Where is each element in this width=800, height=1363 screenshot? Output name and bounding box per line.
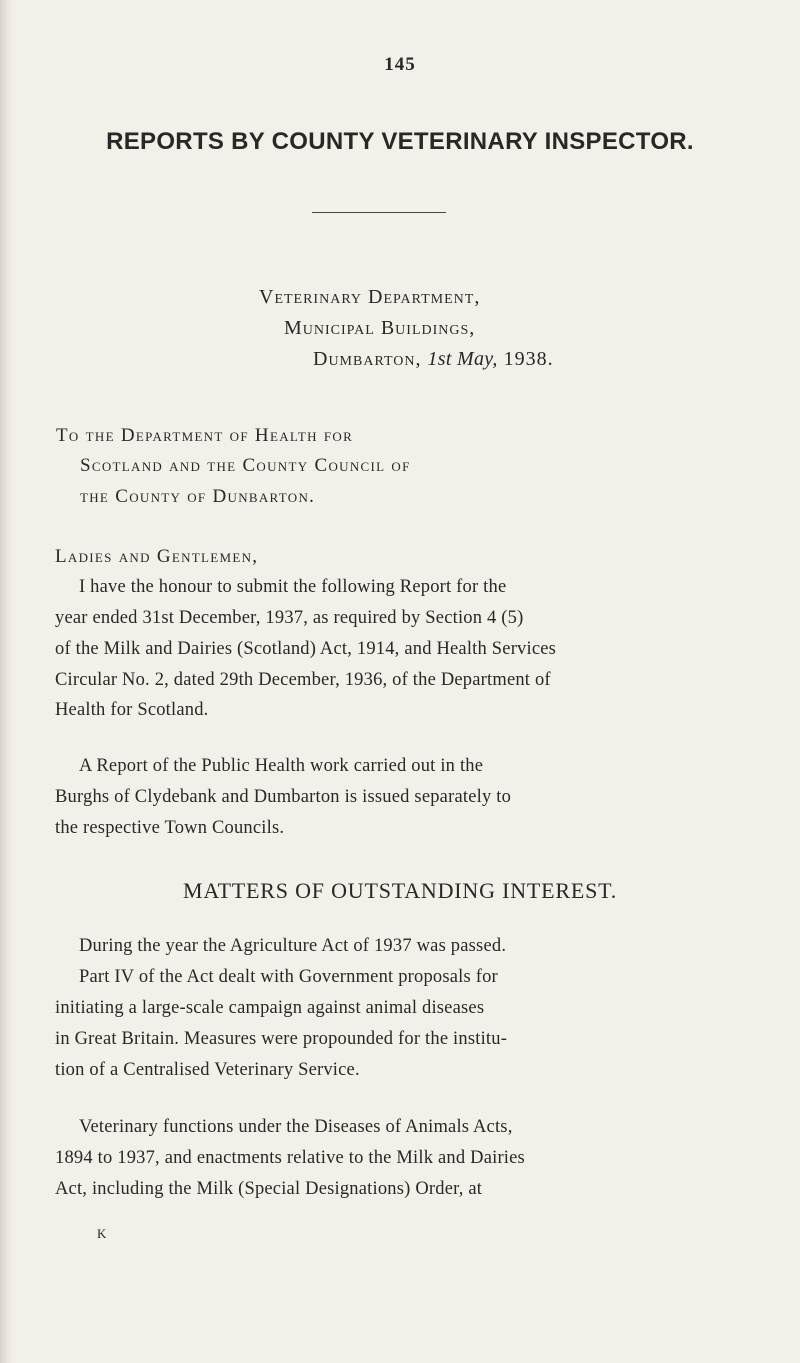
address-line-3 xyxy=(313,348,554,371)
functions-line-1: Veterinary functions under the Diseases of Animals Acts, xyxy=(79,1117,513,1137)
addressee-line-3: the County of Dunbarton. xyxy=(80,486,316,507)
agriculture-line-4: in Great Britain. Measures were propounded for the institu- xyxy=(55,1029,508,1049)
signature-mark: K xyxy=(97,1226,107,1241)
agriculture-line-2: Part IV of the Act dealt with Government proposals for xyxy=(79,967,498,987)
addressee-line-1: To the Department of Health for xyxy=(56,425,354,446)
page-binding-edge xyxy=(0,0,14,1363)
section-heading: MATTERS OF OUTSTANDING INTEREST. xyxy=(182,878,618,903)
separate-report-line-3: the respective Town Councils. xyxy=(55,818,285,838)
address-date: 1st May, xyxy=(427,348,498,370)
intro-line-4: Circular No. 2, dated 29th December, 1936, of the Department of xyxy=(55,670,551,690)
address-year: 1938. xyxy=(503,348,554,370)
separate-report-line-1: A Report of the Public Health work carried out in the xyxy=(79,756,484,776)
addressee-line-2: Scotland and the County Council of xyxy=(80,455,411,476)
page-number: 145 xyxy=(384,54,416,75)
agriculture-line-5: tion of a Centralised Veterinary Service. xyxy=(55,1060,360,1080)
agriculture-line-1: During the year the Agriculture Act of 1937 was passed. xyxy=(79,936,507,956)
address-line-1: Veterinary Department, xyxy=(259,286,481,308)
address-place: Dumbarton, xyxy=(313,348,422,370)
intro-line-3: of the Milk and Dairies (Scotland) Act, 1914, and Health Services xyxy=(55,639,557,659)
functions-line-2: 1894 to 1937, and enactments relative to the Milk and Dairies xyxy=(55,1148,525,1168)
intro-line-2: year ended 31st December, 1937, as required by Section 4 (5) xyxy=(55,608,524,628)
separate-report-line-2: Burghs of Clydebank and Dumbarton is issued separately to xyxy=(55,787,512,807)
title-divider xyxy=(312,212,446,213)
salutation: Ladies and Gentlemen, xyxy=(55,546,259,567)
report-title: REPORTS BY COUNTY VETERINARY INSPECTOR. xyxy=(106,128,694,155)
intro-line-5: Health for Scotland. xyxy=(55,700,209,720)
functions-line-3: Act, including the Milk (Special Designations) Order, at xyxy=(55,1179,483,1199)
address-line-2: Municipal Buildings, xyxy=(284,317,476,339)
intro-line-1: I have the honour to submit the following Report for the xyxy=(79,577,507,597)
agriculture-line-3: initiating a large-scale campaign against animal diseases xyxy=(55,998,485,1018)
